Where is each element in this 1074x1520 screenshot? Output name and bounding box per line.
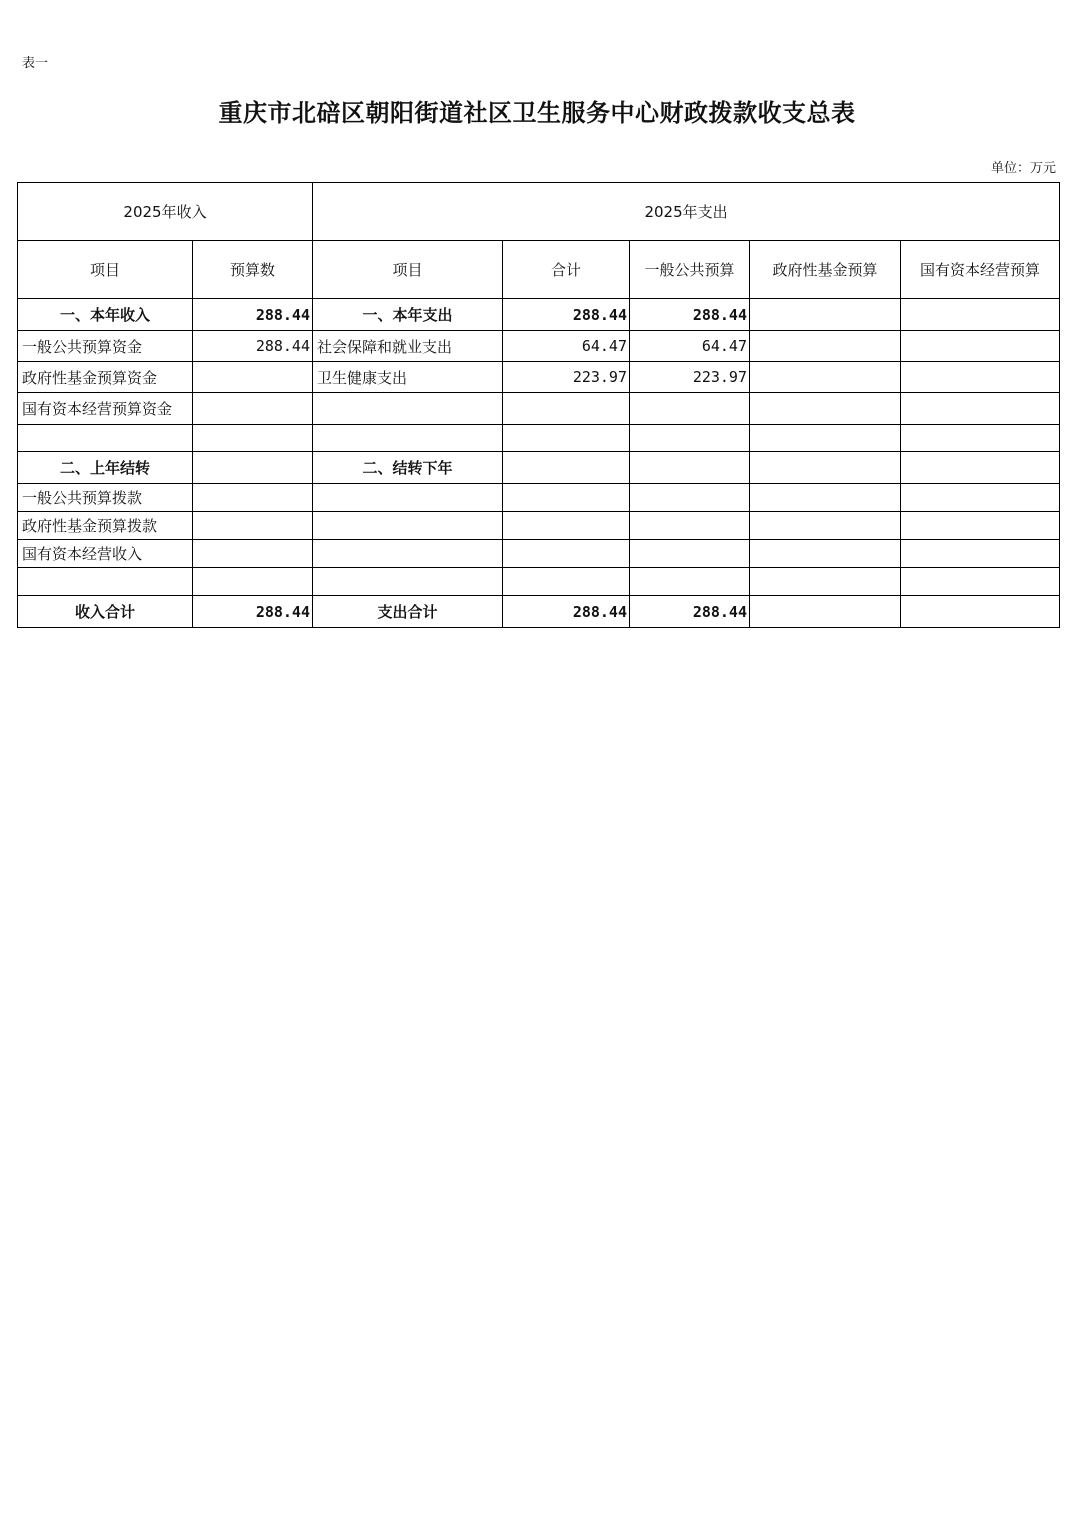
- expense-total-header: 合计: [503, 241, 630, 299]
- expense-item-cell: 二、结转下年: [313, 452, 503, 484]
- income-value-cell: [193, 452, 313, 484]
- state-capital-cell: [901, 568, 1060, 596]
- general-public-total-value: 288.44: [630, 596, 750, 628]
- general-public-cell: [630, 425, 750, 452]
- expense-item-header: 项目: [313, 241, 503, 299]
- table-row: [18, 393, 1060, 425]
- income-value-cell: [193, 484, 313, 512]
- general-public-header: 一般公共预算: [630, 241, 750, 299]
- expense-item-cell: [313, 393, 503, 425]
- expense-item-cell: [313, 568, 503, 596]
- general-public-cell: [630, 512, 750, 540]
- income-total-label: 收入合计: [18, 596, 193, 628]
- state-capital-cell: [901, 362, 1060, 393]
- expense-total-cell: [503, 540, 630, 568]
- table-row: [18, 299, 1060, 331]
- gov-fund-cell: [750, 393, 901, 425]
- state-capital-cell: [901, 331, 1060, 362]
- expense-item-cell: 一、本年支出: [313, 299, 503, 331]
- income-item-cell: 国有资本经营预算资金: [18, 393, 193, 425]
- gov-fund-cell: [750, 362, 901, 393]
- expense-total-cell: [503, 484, 630, 512]
- expense-total-cell: [503, 512, 630, 540]
- general-public-cell: [630, 452, 750, 484]
- state-capital-cell: [901, 540, 1060, 568]
- income-total-value: 288.44: [193, 596, 313, 628]
- expense-item-cell: [313, 512, 503, 540]
- income-item-cell: [18, 425, 193, 452]
- gov-fund-cell: [750, 568, 901, 596]
- table-row: [18, 425, 1060, 452]
- income-item-cell: 二、上年结转: [18, 452, 193, 484]
- income-item-cell: 国有资本经营收入: [18, 540, 193, 568]
- gov-fund-cell: [750, 540, 901, 568]
- expense-item-cell: [313, 484, 503, 512]
- table-row: [18, 540, 1060, 568]
- expense-group-header: 2025年支出: [313, 183, 1060, 241]
- expense-item-cell: [313, 425, 503, 452]
- general-public-cell: 288.44: [630, 299, 750, 331]
- income-item-cell: [18, 568, 193, 596]
- expense-total-cell: 223.97: [503, 362, 630, 393]
- state-capital-cell: [901, 512, 1060, 540]
- general-public-cell: [630, 540, 750, 568]
- income-item-cell: 一、本年收入: [18, 299, 193, 331]
- income-item-cell: 一般公共预算拨款: [18, 484, 193, 512]
- table-row: [18, 331, 1060, 362]
- income-item-cell: 政府性基金预算资金: [18, 362, 193, 393]
- gov-fund-cell: [750, 299, 901, 331]
- expense-total-cell: [503, 568, 630, 596]
- unit-label: 单位：万元: [990, 161, 1056, 176]
- expense-total-cell: 64.47: [503, 331, 630, 362]
- income-group-header: 2025年收入: [18, 183, 313, 241]
- expense-total-cell: [503, 393, 630, 425]
- expense-item-cell: 卫生健康支出: [313, 362, 503, 393]
- budget-summary-table: [17, 182, 1060, 628]
- form-label: 表一: [22, 56, 49, 71]
- state-capital-cell: [901, 484, 1060, 512]
- header-row-columns: [18, 241, 1060, 299]
- gov-fund-cell: [750, 484, 901, 512]
- state-capital-cell: [901, 452, 1060, 484]
- document-title: 重庆市北碚区朝阳街道社区卫生服务中心财政拨款收支总表: [218, 98, 856, 127]
- expense-total-cell: [503, 425, 630, 452]
- state-capital-total-value: [901, 596, 1060, 628]
- table-row: [18, 362, 1060, 393]
- general-public-cell: 64.47: [630, 331, 750, 362]
- income-value-cell: [193, 568, 313, 596]
- state-capital-cell: [901, 425, 1060, 452]
- income-value-cell: [193, 362, 313, 393]
- income-item-header: 项目: [18, 241, 193, 299]
- gov-fund-cell: [750, 512, 901, 540]
- general-public-cell: [630, 568, 750, 596]
- header-row-group: [18, 183, 1060, 241]
- income-item-cell: 一般公共预算资金: [18, 331, 193, 362]
- gov-fund-header: 政府性基金预算: [750, 241, 901, 299]
- income-value-cell: [193, 512, 313, 540]
- income-value-cell: [193, 393, 313, 425]
- expense-total-label: 支出合计: [313, 596, 503, 628]
- table-row: [18, 484, 1060, 512]
- state-capital-cell: [901, 299, 1060, 331]
- expense-total-cell: 288.44: [503, 299, 630, 331]
- table-row: [18, 512, 1060, 540]
- table-row: [18, 568, 1060, 596]
- gov-fund-total-value: [750, 596, 901, 628]
- gov-fund-cell: [750, 331, 901, 362]
- gov-fund-cell: [750, 452, 901, 484]
- income-value-cell: [193, 540, 313, 568]
- table-row: [18, 452, 1060, 484]
- expense-total-cell: [503, 452, 630, 484]
- state-capital-header: 国有资本经营预算: [901, 241, 1060, 299]
- income-value-cell: [193, 425, 313, 452]
- gov-fund-cell: [750, 425, 901, 452]
- general-public-cell: [630, 484, 750, 512]
- general-public-cell: [630, 393, 750, 425]
- state-capital-cell: [901, 393, 1060, 425]
- income-budget-header: 预算数: [193, 241, 313, 299]
- expense-item-cell: [313, 540, 503, 568]
- income-value-cell: 288.44: [193, 299, 313, 331]
- totals-row: [18, 596, 1060, 628]
- expense-item-cell: 社会保障和就业支出: [313, 331, 503, 362]
- general-public-cell: 223.97: [630, 362, 750, 393]
- income-item-cell: 政府性基金预算拨款: [18, 512, 193, 540]
- income-value-cell: 288.44: [193, 331, 313, 362]
- expense-total-value: 288.44: [503, 596, 630, 628]
